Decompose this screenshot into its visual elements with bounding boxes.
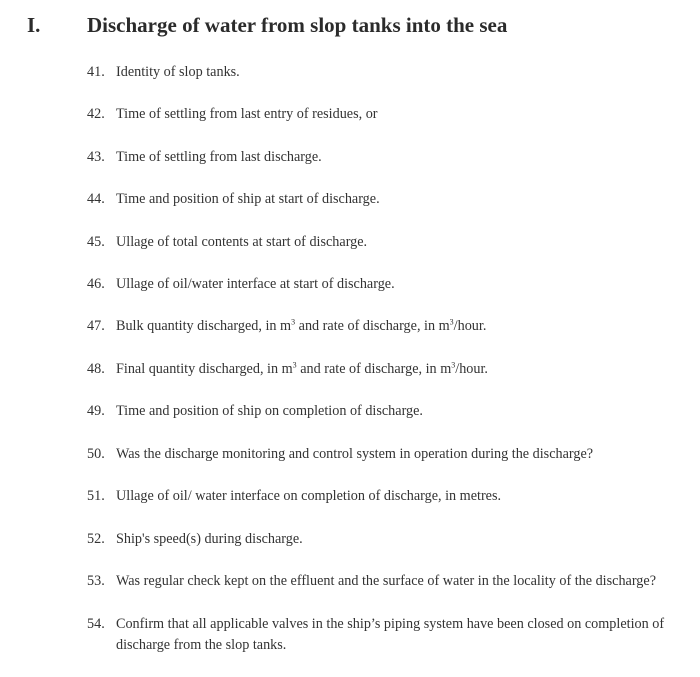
item-number: 46. xyxy=(87,276,105,292)
item-number: 48. xyxy=(87,361,105,377)
list-item-51 xyxy=(87,486,677,507)
list-item-41 xyxy=(87,62,677,83)
text-part: and rate of discharge, in m xyxy=(296,361,452,377)
list-item-52 xyxy=(87,529,677,550)
item-number: 49. xyxy=(87,403,105,419)
item-text: Identity of slop tanks. xyxy=(116,64,240,80)
list-item-47 xyxy=(87,316,677,337)
item-text xyxy=(116,359,677,380)
list-item-44 xyxy=(87,189,677,210)
item-number: 50. xyxy=(87,446,105,462)
item-number: 44. xyxy=(87,191,105,207)
text-part: and rate of discharge, in m xyxy=(295,318,450,334)
superscript: 3 xyxy=(291,317,296,327)
item-number: 42. xyxy=(87,106,105,122)
item-text: Was regular check kept on the effluent and the surface of water in the locality of the discharge? xyxy=(116,573,656,589)
text-part: Final quantity discharged, in m xyxy=(116,361,293,377)
list-item-43 xyxy=(87,147,677,168)
item-text: Ship's speed(s) during discharge. xyxy=(116,531,303,547)
superscript: 3 xyxy=(451,360,456,370)
list-item-45 xyxy=(87,232,677,253)
list-item-42 xyxy=(87,104,677,125)
list-item-49 xyxy=(87,401,677,422)
item-number: 43. xyxy=(87,149,105,165)
text-part: /hour. xyxy=(453,318,487,334)
item-text: Time of settling from last entry of residues, or xyxy=(116,106,378,122)
item-text: Time of settling from last discharge. xyxy=(116,149,322,165)
superscript: 3 xyxy=(449,317,454,327)
item-text: Was the discharge monitoring and control system in operation during the discharge? xyxy=(116,446,594,462)
superscript: 3 xyxy=(292,360,297,370)
item-text: Time and position of ship at start of discharge. xyxy=(116,191,380,207)
list-item-46 xyxy=(87,274,677,295)
item-text: Ullage of oil/water interface at start of discharge. xyxy=(116,276,395,292)
item-number: 53. xyxy=(87,573,105,589)
item-text: Confirm that all applicable valves in the ship’s piping system have been closed on completion of discharge from the slop tanks. xyxy=(116,616,668,653)
section-heading xyxy=(0,13,700,43)
list-item-48 xyxy=(87,359,677,380)
section-number: I. xyxy=(27,13,41,37)
section-title: Discharge of water from slop tanks into the sea xyxy=(87,13,508,37)
item-number: 54. xyxy=(87,616,105,632)
text-part: Bulk quantity discharged, in m xyxy=(116,318,292,334)
item-number: 45. xyxy=(87,234,105,250)
item-number: 47. xyxy=(87,318,105,334)
list-item-53 xyxy=(87,571,687,592)
list-item-54 xyxy=(87,614,667,656)
item-text: Time and position of ship on completion of discharge. xyxy=(116,403,423,419)
item-number: 52. xyxy=(87,531,105,547)
item-text xyxy=(116,316,677,337)
item-text: Ullage of total contents at start of discharge. xyxy=(116,234,368,250)
item-number: 41. xyxy=(87,64,105,80)
list-item-50 xyxy=(87,444,677,465)
item-number: 51. xyxy=(87,488,105,504)
item-text: Ullage of oil/ water interface on completion of discharge, in metres. xyxy=(116,488,502,504)
text-part: /hour. xyxy=(455,361,488,377)
